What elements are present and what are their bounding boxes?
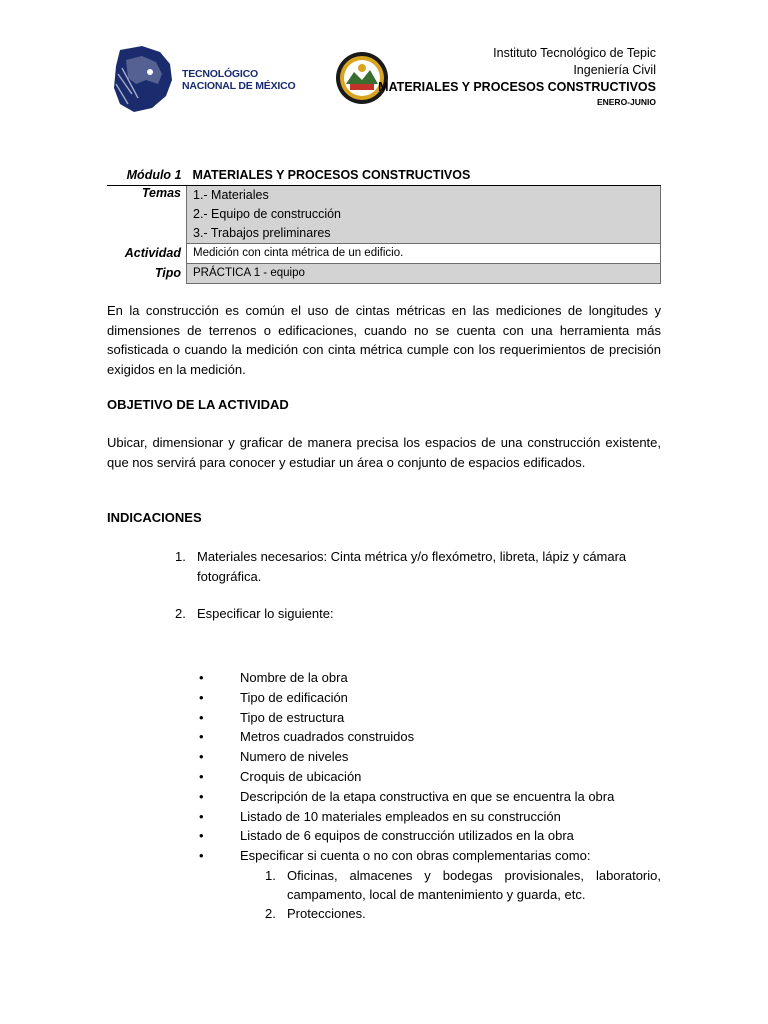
bullet-icon: • [199,828,204,844]
list-item-text: Listado de 10 materiales empleados en su construcción [240,808,561,824]
tecnm-logo-text [182,68,296,92]
bullet-icon: • [199,709,204,725]
bullet-icon: • [199,768,204,784]
module-table [107,166,661,284]
list-item [197,767,661,787]
list-item [197,826,661,846]
list-item [197,727,661,747]
topic-item: 2.- Equipo de construcción [193,207,342,221]
list-item [197,668,661,688]
topic-item: 1.- Materiales [193,188,269,202]
sub-item [265,904,661,923]
activity-label: Actividad [124,245,181,260]
indication-item [175,604,661,624]
sub-item [265,866,661,904]
list-item-text: Numero de niveles [240,749,349,765]
sub-item-text: Oficinas, almacenes y bodegas provisionales, laboratorio, campamento, local de mantenimiento y guarda, etc. [287,868,661,902]
topics-cell [187,186,661,244]
career-name: Ingeniería Civil [573,63,656,77]
logo-text-line1: TECNOLÓGICO [182,68,258,80]
objective-heading: OBJETIVO DE LA ACTIVIDAD [107,397,289,412]
indication-text: Especificar lo siguiente: [197,606,334,621]
list-item-text: Tipo de edificación [240,689,348,705]
bullet-icon: • [199,729,204,745]
list-item [197,846,661,866]
bullet-icon: • [199,749,204,765]
document-header [378,45,656,109]
list-item-text: Metros cuadrados construidos [240,729,415,745]
bullet-icon: • [199,788,204,804]
topic-item: 3.- Trabajos preliminares [193,226,331,240]
type-value: PRÁCTICA 1 - equipo [187,264,661,284]
requirements-list [197,668,661,866]
tecnm-eagle-logo [112,44,174,114]
list-item-text: Tipo de estructura [240,709,345,725]
list-item-text: Croquis de ubicación [240,768,362,784]
list-item [197,807,661,827]
list-item [197,688,661,708]
list-item [197,747,661,767]
indications-heading: INDICACIONES [107,510,202,525]
indication-number: 2. [175,606,186,621]
indication-item [175,547,661,586]
course-name: MATERIALES Y PROCESOS CONSTRUCTIVOS [378,80,656,94]
period-label: ENERO-JUNIO [596,97,656,107]
bullet-icon: • [199,808,204,824]
indication-number: 1. [175,549,186,564]
bullet-icon: • [199,848,204,864]
type-label: Tipo [154,265,181,280]
bullet-icon: • [199,670,204,685]
sub-item-text: Protecciones. [287,906,366,921]
institute-name: Instituto Tecnológico de Tepic [493,46,656,60]
list-item-text: Listado de 6 equipos de construcción utilizados en la obra [240,828,574,844]
activity-value: Medición con cinta métrica de un edificio. [187,244,661,264]
topics-label: Temas [141,186,181,200]
indication-text: Materiales necesarios: Cinta métrica y/o flexómetro, libreta, lápiz y cámara fotográfica. [197,549,627,584]
sub-item-number: 1. [265,868,276,883]
list-item-text: Descripción de la etapa constructiva en que se encuentra la obra [240,788,615,804]
sub-item-number: 2. [265,906,276,921]
list-item-text: Especificar si cuenta o no con obras complementarias como: [240,848,591,864]
objective-paragraph: Ubicar, dimensionar y graficar de manera precisa los espacios de una construcción existente, que nos servirá para conocer y estudiar un área o conjunto de espacios edificados. [107,435,661,470]
module-title: MATERIALES Y PROCESOS CONSTRUCTIVOS [187,166,661,186]
intro-paragraph: En la construcción es común el uso de cintas métricas en las mediciones de longitudes y dimensiones de terrenos o edificaciones, cuando no se cuenta con una herramienta más sofisticada o cuando la medición con cinta métrica cumple con los requerimientos de precisión exigidos en la medición. [107,303,661,377]
list-item-text: Nombre de la obra [240,670,348,685]
list-item [197,787,661,807]
module-label: Módulo 1 [107,166,187,186]
bullet-icon: • [199,689,204,705]
logo-text-line2: NACIONAL DE MÉXICO [182,80,296,92]
list-item [197,708,661,728]
